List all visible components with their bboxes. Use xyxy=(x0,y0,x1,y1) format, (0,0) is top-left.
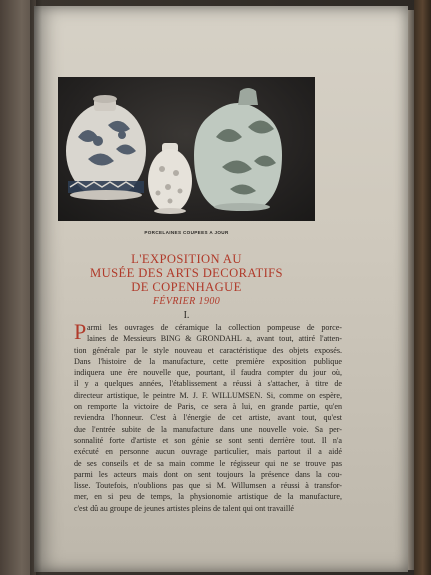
porcelain-photograph xyxy=(58,77,315,221)
middle-vase xyxy=(148,143,192,214)
left-jar xyxy=(66,95,146,200)
section-number: I. xyxy=(183,310,190,321)
body-line: on remporte la victoire de Paris, ce sera à lui, en grande partie, qu'en xyxy=(74,402,342,412)
body-line: laines de Messieurs BING & GRONDAHL a, avant tout, attiré l'atten- xyxy=(87,334,342,344)
body-line: lisse. Toutefois, n'oublions pas que si M. Willumsen a réussi à transfor- xyxy=(74,481,342,491)
right-vase xyxy=(194,88,282,211)
body-line: Dans l'histoire de la manufacture, cette première exposition publique xyxy=(74,356,342,366)
body-line: due l'entrée subite de la manufacture dans une nouvelle voie. Sa per- xyxy=(74,424,342,434)
article-title-line-3: DE COPENHAGUE xyxy=(131,280,242,294)
body-line: de ses conseils et de sa main comme le régisseur qui ne se trouve pas xyxy=(74,458,342,468)
body-line: armi les ouvrages de céramique la collection pompeuse de porce- xyxy=(87,323,342,332)
drop-cap: P xyxy=(74,319,87,344)
body-line: indiquera une ère nouvelle que, pourtant, il faudra compter du jour où, xyxy=(74,368,342,378)
body-line: sonnalité forte d'artiste et son génie se sont senti derrière tout. Il n'a xyxy=(74,435,342,445)
body-line: reviendra l'honneur. C'est à l'énergie de cet artiste, avant tout, qu'est xyxy=(74,413,342,423)
article-body xyxy=(74,319,342,514)
body-line: c'est dû au groupe de jeunes artistes pleins de talent qui ont travaillé xyxy=(74,503,294,513)
photo-caption: PORCELAINES COUPEES A JOUR xyxy=(144,230,229,235)
body-line: il y a quelques années, l'établissement a réussi à s'attacher, à titre de xyxy=(74,379,342,389)
book-gutter-shadow xyxy=(30,0,42,575)
porcelain-vases-image xyxy=(58,77,315,221)
article-title-line-1: L'EXPOSITION AU xyxy=(131,252,242,266)
wooden-table xyxy=(414,0,431,575)
body-line: directeur artistique, le peintre M. J. F. WILLUMSEN. Si, comme on espère, xyxy=(74,390,342,400)
article-title-line-2: MUSÉE DES ARTS DECORATIFS xyxy=(90,266,283,280)
body-line: exécuté en personne aucun ouvrage particulier, mais partout il a aidé xyxy=(74,447,342,457)
article-date: FÉVRIER 1900 xyxy=(152,296,221,307)
body-line: tion générale par le style nouveau et caractéristique des objets exposés. xyxy=(74,345,342,355)
body-line: parmi les acteurs mais dont on sent toujours la présence dans la cou- xyxy=(74,469,342,479)
body-line: mer, en si peu de temps, la physionomie artistique de la manufacture, xyxy=(74,492,342,502)
